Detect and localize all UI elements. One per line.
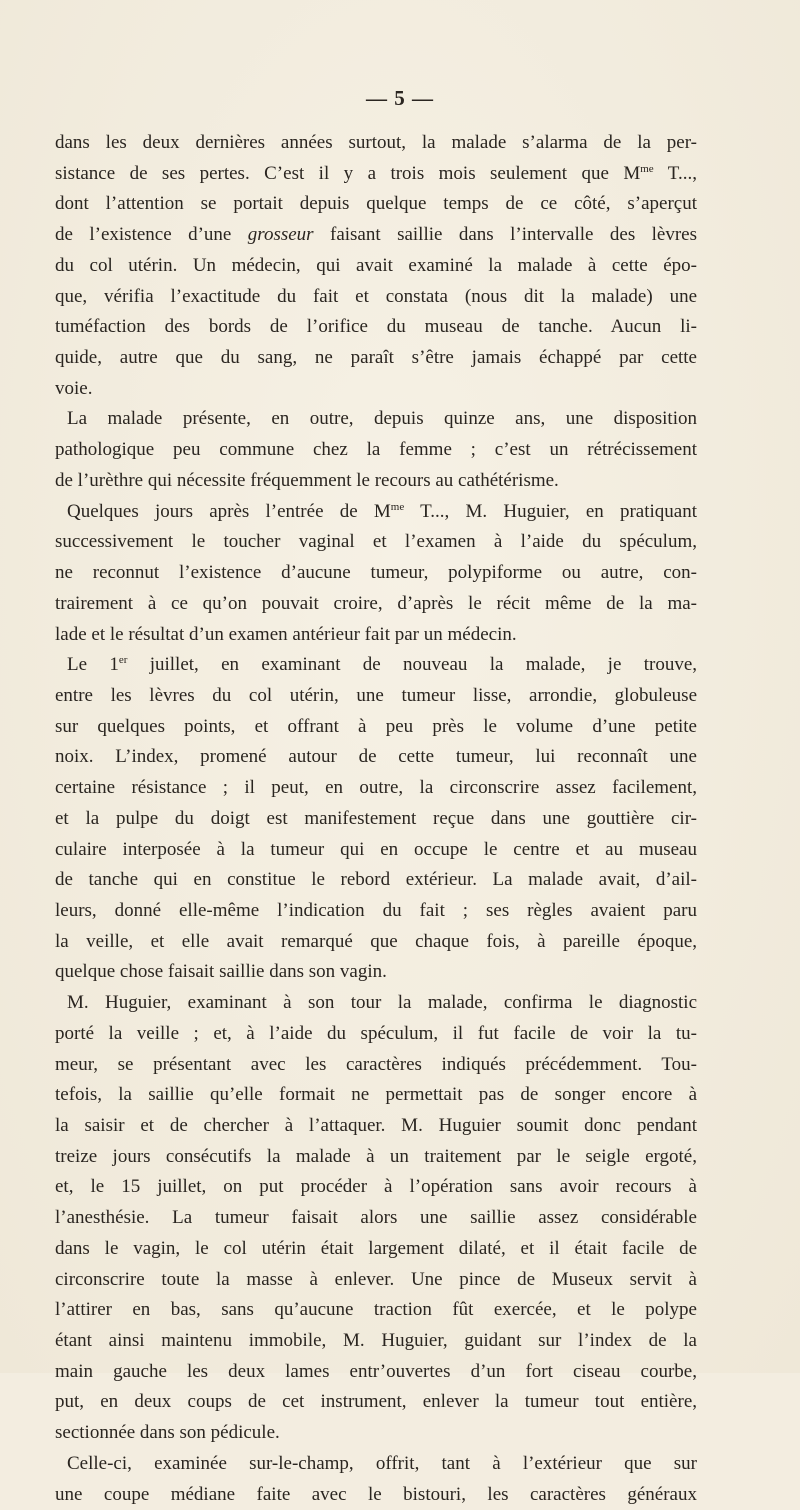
text-line: l’attirer en bas, sans qu’aucune traction fût exercée, et le polype (55, 1299, 697, 1321)
text-line: dans les deux dernières années surtout, la malade s’alarma de la per- (55, 132, 697, 153)
text-line: Le 1er juillet, en examinant de nouveau la malade, je trouve, (67, 654, 697, 676)
text-line: tuméfaction des bords de l’orifice du museau de tanche. Aucun li- (55, 316, 697, 338)
body-text (55, 128, 697, 1510)
text-line: ne reconnut l’existence d’aucune tumeur, polypiforme ou autre, con- (55, 562, 697, 584)
page-number: — 5 — (366, 86, 434, 110)
text-line: dans le vagin, le col utérin était largement dilaté, et il était facile de (55, 1237, 697, 1259)
superscript: me (390, 500, 405, 513)
text-line: culaire interposée à la tumeur qui en occupe le centre et au museau (55, 838, 697, 860)
text-line: dont l’attention se portait depuis quelque temps de ce côté, s’aperçut (55, 193, 697, 215)
text-line: sistance de ses pertes. C’est il y a trois mois seulement que $M^{me}$ T..., (55, 162, 697, 184)
text-line: lade et le résultat d’un examen antérieur fait par un médecin. (55, 623, 517, 645)
text-line: leurs, donné elle-même l’indication du fait ; ses règles avaient paru (55, 899, 697, 921)
superscript: er (118, 654, 128, 667)
text-line: noix. L’index, promené autour de cette tumeur, lui reconnaît une (55, 746, 697, 768)
text-line: de l’existence d’une grosseur faisant saillie dans l’intervalle des lèvres (55, 224, 697, 246)
text-line: porté la veille ; et, à l’aide du spéculum, il fut facile de voir la tu- (55, 1022, 697, 1044)
text-line: tefois, la saillie qu’elle formait ne permettait pas de songer encore à (55, 1084, 697, 1106)
text-line: quide, autre que du sang, ne paraît s’être jamais échappé par cette (55, 347, 697, 369)
text-line: voie. (55, 377, 93, 399)
text-line: put, en deux coups de cet instrument, enlever la tumeur tout entière, (55, 1391, 697, 1413)
text-line: trairement à ce qu’on pouvait croire, d’après le récit même de la ma- (55, 592, 697, 614)
emphasis: grosseur (247, 224, 314, 246)
text-line: et la pulpe du doigt est manifestement reçue dans une gouttière cir- (55, 807, 697, 829)
text-line: une coupe médiane faite avec le bistouri, les caractères généraux (55, 1483, 697, 1505)
superscript: me (640, 162, 654, 175)
text-line: l’anesthésie. La tumeur faisait alors une saillie assez considérable (55, 1207, 697, 1229)
text-line: et, le 15 juillet, on put procéder à l’opération sans avoir recours à (55, 1176, 697, 1198)
text-line: La malade présente, en outre, depuis quinze ans, une disposition (67, 408, 697, 430)
text-line: du col utérin. Un médecin, qui avait examiné la malade à cette épo- (55, 254, 697, 276)
text-line: la veille, et elle avait remarqué que chaque fois, à pareille époque, (55, 930, 697, 952)
text-line: de tanche qui en constitue le rebord extérieur. La malade avait, d’ail- (55, 869, 697, 891)
text-line: Quelques jours après l’entrée de $M^{me}$ T..., M. Huguier, en pratiquant (67, 500, 697, 522)
text-line: quelque chose faisait saillie dans son vagin. (55, 961, 387, 983)
text-line: meur, se présentant avec les caractères indiqués précédemment. Tou- (55, 1053, 697, 1075)
text-line: main gauche les deux lames entr’ouvertes d’un fort ciseau courbe, (55, 1360, 697, 1382)
text-line: circonscrire toute la masse à enlever. Une pince de Museux servit à (55, 1268, 697, 1290)
text-line: Celle-ci, examinée sur-le-champ, offrit, tant à l’extérieur que sur (67, 1452, 697, 1474)
text-line: la saisir et de chercher à l’attaquer. M. Huguier soumit donc pendant (55, 1115, 697, 1136)
text-line: étant ainsi maintenu immobile, M. Huguier, guidant sur l’index de la (55, 1330, 697, 1352)
text-line: sectionnée dans son pédicule. (55, 1422, 280, 1444)
text-line: M. Huguier, examinant à son tour la malade, confirma le diagnostic (67, 992, 697, 1014)
text-line: de l’urèthre qui nécessite fréquemment le recours au cathétérisme. (55, 469, 559, 491)
text-line: entre les lèvres du col utérin, une tumeur lisse, arrondie, globuleuse (55, 684, 697, 706)
text-line: certaine résistance ; il peut, en outre, la circonscrire assez facilement, (55, 777, 697, 799)
text-line: que, vérifia l’exactitude du fait et constata (nous dit la malade) une (55, 285, 697, 307)
text-line: pathologique peu commune chez la femme ; c’est un rétrécissement (55, 439, 697, 461)
text-line: treize jours consécutifs la malade à un traitement par le seigle ergoté, (55, 1145, 697, 1167)
text-line: sur quelques points, et offrant à peu près le volume d’une petite (55, 715, 697, 737)
text-line: successivement le toucher vaginal et l’examen à l’aide du spéculum, (55, 531, 697, 553)
